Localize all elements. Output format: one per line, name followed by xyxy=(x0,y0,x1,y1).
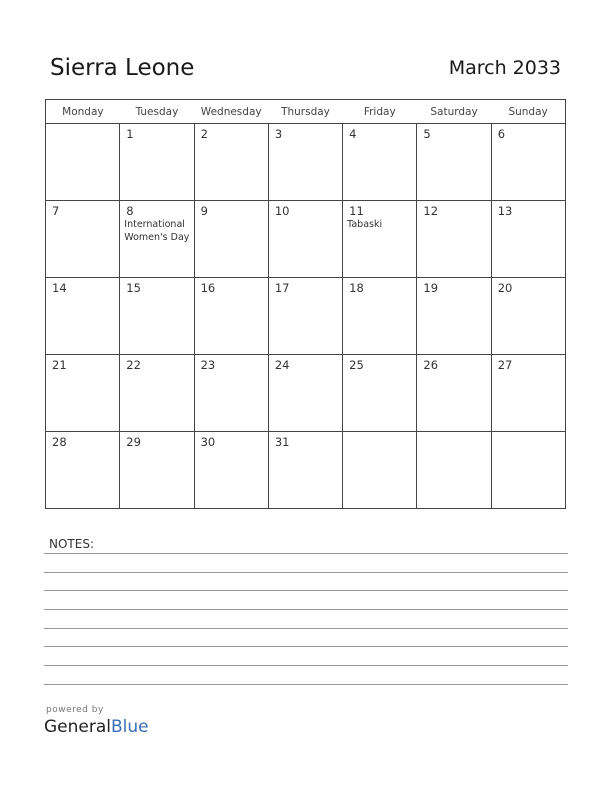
day-number: 16 xyxy=(200,281,216,295)
day-number: 6 xyxy=(497,127,506,141)
day-cell xyxy=(194,124,268,201)
day-cell xyxy=(491,201,565,278)
day-cell xyxy=(343,278,417,355)
day-cell xyxy=(120,124,194,201)
weekday-thursday: Thursday xyxy=(268,100,342,124)
month-year-title: March 2033 xyxy=(448,57,561,79)
day-cell xyxy=(491,432,565,509)
day-number: 11 xyxy=(349,204,364,218)
day-cell xyxy=(491,355,565,432)
day-cell xyxy=(417,432,491,509)
day-number: 26 xyxy=(423,358,439,372)
day-cell xyxy=(46,124,120,201)
weekday-sunday: Sunday xyxy=(491,100,565,124)
weekday-saturday: Saturday xyxy=(417,100,491,124)
holiday-label: International Women's Day xyxy=(124,219,190,243)
day-number: 27 xyxy=(497,358,513,372)
day-cell xyxy=(343,124,417,201)
day-number: 21 xyxy=(52,358,67,372)
calendar-grid xyxy=(45,99,566,509)
holiday-label: Tabaski xyxy=(347,219,383,230)
day-number: 5 xyxy=(423,127,431,141)
country-title: Sierra Leone xyxy=(50,55,195,81)
day-cell xyxy=(46,278,120,355)
day-number: 19 xyxy=(423,281,439,295)
day-cell xyxy=(268,201,342,278)
day-number: 1 xyxy=(126,127,134,141)
powered-by-text: powered by xyxy=(46,705,104,715)
day-number: 7 xyxy=(52,204,60,218)
day-cell xyxy=(343,201,417,278)
day-number: 15 xyxy=(126,281,141,295)
day-number: 30 xyxy=(200,435,216,449)
week-row xyxy=(46,278,566,355)
day-number: 24 xyxy=(274,358,290,372)
day-cell xyxy=(194,355,268,432)
day-number: 28 xyxy=(52,435,67,449)
notes-line xyxy=(44,684,568,685)
day-number: 13 xyxy=(497,204,513,218)
weekday-header-row xyxy=(46,100,566,124)
notes-label: NOTES: xyxy=(49,537,94,551)
day-cell xyxy=(268,355,342,432)
day-cell xyxy=(46,432,120,509)
day-number: 18 xyxy=(349,281,364,295)
day-number: 9 xyxy=(200,204,208,218)
weekday-friday: Friday xyxy=(343,100,417,124)
day-cell xyxy=(194,432,268,509)
weekday-monday: Monday xyxy=(46,100,120,124)
day-cell xyxy=(120,355,194,432)
day-cell xyxy=(417,278,491,355)
day-cell xyxy=(120,201,194,278)
day-number: 12 xyxy=(423,204,439,218)
day-cell xyxy=(194,201,268,278)
day-number: 8 xyxy=(126,204,134,218)
day-cell xyxy=(417,201,491,278)
day-cell xyxy=(491,124,565,201)
day-cell xyxy=(491,278,565,355)
day-number: 31 xyxy=(274,435,290,449)
day-cell xyxy=(417,355,491,432)
day-cell xyxy=(120,432,194,509)
day-number: 14 xyxy=(52,281,67,295)
day-number: 22 xyxy=(126,358,141,372)
generalblue-logo xyxy=(44,717,149,737)
notes-line xyxy=(44,665,568,666)
day-cell xyxy=(417,124,491,201)
day-number: 29 xyxy=(126,435,141,449)
day-cell xyxy=(268,432,342,509)
day-cell xyxy=(268,278,342,355)
day-number: 25 xyxy=(349,358,364,372)
week-row xyxy=(46,124,566,201)
day-cell xyxy=(343,355,417,432)
day-number: 3 xyxy=(274,127,283,141)
weekday-tuesday: Tuesday xyxy=(120,100,194,124)
day-number: 2 xyxy=(200,127,208,141)
week-row xyxy=(46,355,566,432)
brand-general: General xyxy=(44,717,111,737)
day-number: 4 xyxy=(349,127,357,141)
day-number: 23 xyxy=(200,358,216,372)
notes-line xyxy=(44,590,568,591)
day-cell xyxy=(46,355,120,432)
brand-blue: Blue xyxy=(111,717,149,737)
weekday-wednesday: Wednesday xyxy=(194,100,268,124)
notes-line xyxy=(44,553,568,554)
day-cell xyxy=(268,124,342,201)
day-cell xyxy=(343,432,417,509)
day-number: 10 xyxy=(274,204,290,218)
notes-line xyxy=(44,646,568,647)
notes-line xyxy=(44,572,568,573)
day-cell xyxy=(194,278,268,355)
notes-line xyxy=(44,609,568,610)
day-cell xyxy=(46,201,120,278)
day-cell xyxy=(120,278,194,355)
notes-line xyxy=(44,628,568,629)
week-row xyxy=(46,432,566,509)
day-number: 17 xyxy=(274,281,290,295)
day-number: 20 xyxy=(497,281,513,295)
week-row xyxy=(46,201,566,278)
